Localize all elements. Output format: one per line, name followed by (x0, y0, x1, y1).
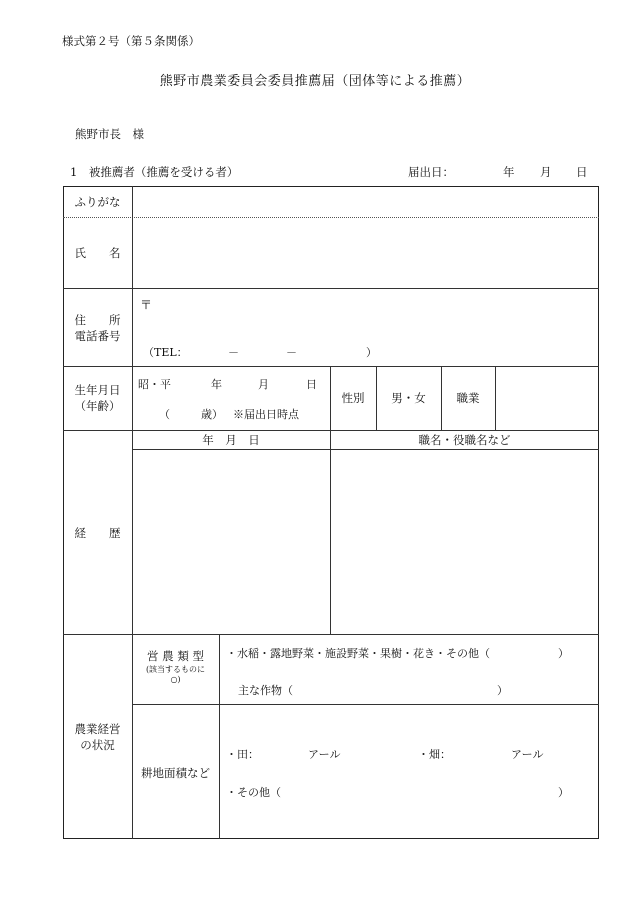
career-date-field[interactable] (134, 452, 328, 632)
other-area-label: ・その他（ (226, 786, 281, 799)
addressee: 熊野市長 様 (75, 127, 144, 141)
birth-row-bottom (63, 430, 599, 431)
farm-type-row-bottom (132, 704, 599, 705)
farm-type-options[interactable]: ・水稲・露地野菜・施設野菜・果樹・花き・その他（ (226, 647, 490, 660)
address-label-text: 住 所 (74, 313, 121, 327)
postal-mark: 〒 (140, 298, 153, 312)
submission-day: 日 (576, 165, 588, 179)
birthdate-label-text: 生年月日 (74, 383, 121, 397)
name-row-bottom (63, 288, 599, 289)
career-column-divider (330, 430, 331, 634)
age-open: （ (159, 408, 170, 421)
tel-close: ） (366, 346, 377, 359)
career-header-bottom (132, 449, 599, 450)
career-row-bottom (63, 634, 599, 635)
rice-field-label: ・田： (226, 748, 259, 761)
rice-field-unit: アール (308, 748, 341, 761)
occupation-label: 職業 (456, 391, 480, 405)
farm-status-label-line2: の状況 (80, 737, 115, 752)
birth-day-label: 日 (306, 378, 317, 391)
submission-month: 月 (540, 165, 552, 179)
occupation-field[interactable] (497, 369, 596, 428)
main-crop-close: ） (497, 684, 508, 697)
farm-status-label (63, 722, 132, 753)
farmland-area-label: 耕地面積など (141, 766, 210, 780)
farm-type-note-line1: (該当するものに (145, 664, 206, 674)
form-number: 様式第２号（第５条関係） (62, 34, 200, 48)
age-suffix: 歳） (201, 408, 223, 421)
section-heading: 1 被推薦者（推薦を受ける者） (70, 165, 239, 179)
submission-year: 年 (503, 165, 515, 179)
farm-subcolumn-divider (219, 634, 220, 839)
tel-open: （TEL： (143, 346, 188, 359)
tel-dash-1: － (228, 346, 239, 359)
age-label-text: （年齢） (74, 398, 121, 413)
name-label: 氏 名 (74, 246, 121, 260)
career-title-field[interactable] (332, 452, 597, 632)
farm-type-label (132, 649, 219, 685)
farm-type-note-line2: ○) (170, 674, 181, 684)
career-date-header: 年 月 日 (202, 433, 260, 447)
era-options: 昭・平 (138, 378, 171, 391)
furigana-label: ふりがな (74, 195, 121, 209)
label-column-divider (132, 186, 133, 839)
farm-status-label-line1: 農業経営 (74, 722, 121, 736)
name-field[interactable] (134, 220, 596, 286)
occupation-value-divider (495, 366, 496, 430)
farm-type-label-text: 営 農 類 型 (147, 649, 204, 663)
furigana-field[interactable] (134, 189, 596, 215)
career-label: 経 歴 (74, 526, 121, 540)
upland-field-unit: アール (511, 748, 544, 761)
birthdate-label (63, 383, 132, 414)
career-title-header: 職名・役職名など (418, 433, 511, 447)
phone-label-text: 電話番号 (74, 328, 121, 343)
furigana-divider (63, 217, 599, 218)
tel-dash-2: － (286, 346, 297, 359)
gender-options[interactable]: 男・女 (391, 391, 426, 405)
as-of-note: ※届出日時点 (233, 408, 299, 421)
other-area-close: ） (558, 786, 569, 799)
gender-label: 性別 (341, 391, 365, 405)
farm-type-other-close: ） (558, 647, 569, 660)
address-row-bottom (63, 366, 599, 367)
page-title: 熊野市農業委員会委員推薦届（団体等による推薦） (159, 74, 471, 89)
address-label (63, 313, 132, 344)
main-crop-label: 主な作物（ (238, 684, 293, 697)
upland-field-label: ・畑： (418, 748, 451, 761)
submission-date-label: 届出日： (408, 165, 454, 179)
birth-month-label: 月 (258, 378, 269, 391)
birth-year-label: 年 (211, 378, 222, 391)
